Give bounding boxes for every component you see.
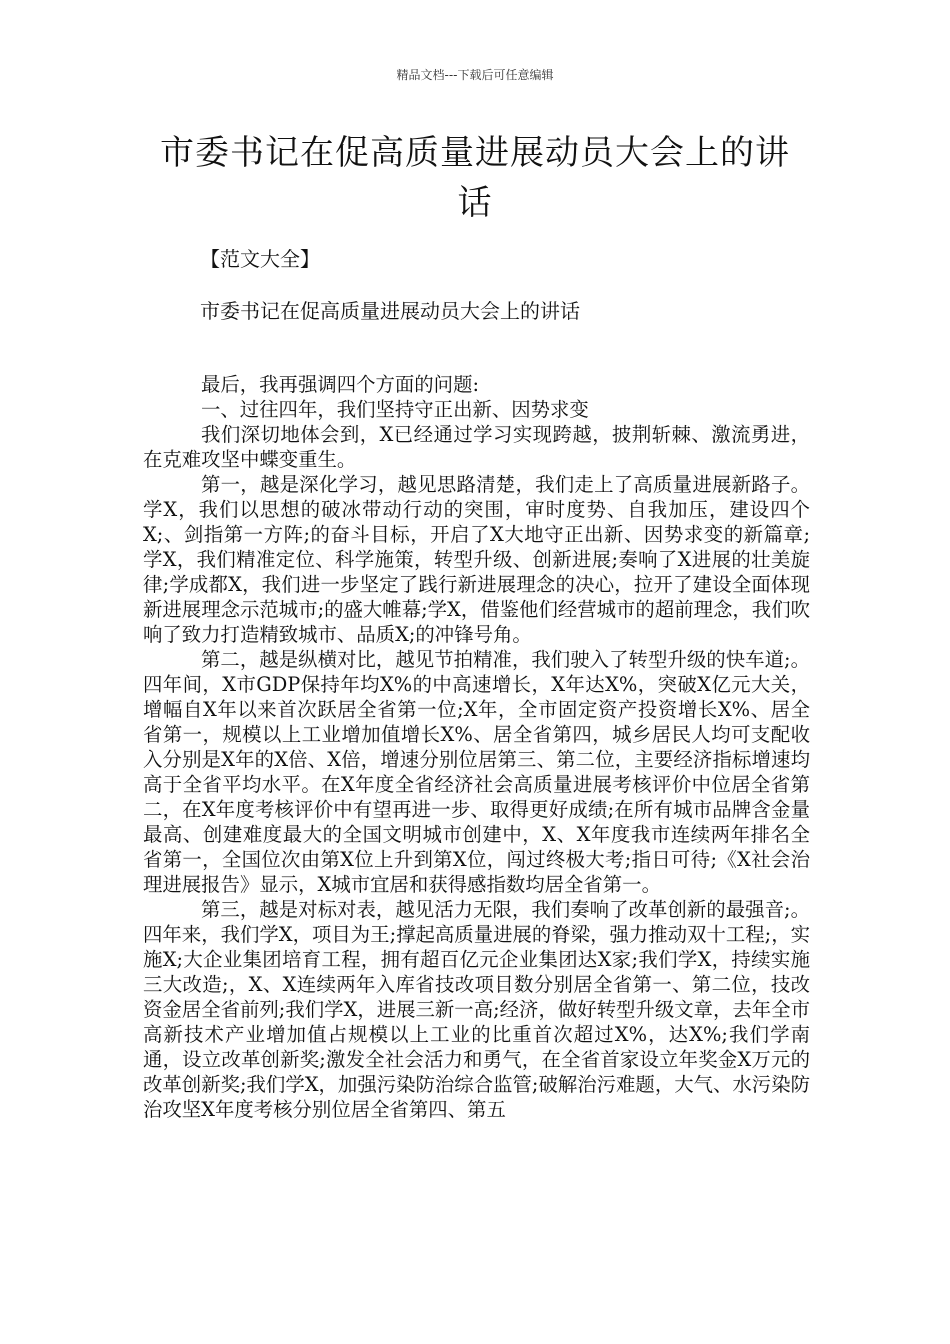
- document-body: [143, 372, 810, 1122]
- paragraph: 第三，越是对标对表，越见活力无限，我们奏响了改革创新的最强音;。四年来，我们学X，项目为王;撑起高质量进展的脊梁，强力推动双十工程;，实施X;大企业集团培育工程，拥有超百亿元企业集团达X家;我们学X，持续实施三大改造;，X、X连续两年入库省技改项目数分别居全省第一、第二位，技改资金居全省前列;我们学X，进展三新一高;经济，做好转型升级文章，去年全市高新技术产业增加值占规模以上工业的比重首次超过X%，达X%;我们学南通，设立改革创新奖;激发全社会活力和勇气，在全省首家设立年奖金X万元的改革创新奖;我们学X，加强污染防治综合监管;破解治污难题，大气、水污染防治攻坚X年度考核分别位居全省第四、第五: [143, 898, 810, 1121]
- header-note: 精品文档---下载后可任意编辑: [396, 68, 554, 82]
- document-subtitle: 市委书记在促高质量进展动员大会上的讲话: [200, 299, 580, 323]
- paragraph: 第一，越是深化学习，越见思路清楚，我们走上了高质量进展新路子。学X，我们以思想的破冰带动行动的突围，审时度势、自我加压，建设四个X;、剑指第一方阵;的奋斗目标，开启了X大地守正出新、因势求变的新篇章;学X，我们精准定位、科学施策，转型升级、创新进展;奏响了X进展的壮美旋律;学成都X，我们进一步坚定了践行新进展理念的决心，拉开了建设全面体现新进展理念示范城市;的盛大帷幕;学X，借鉴他们经营城市的超前理念，我们吹响了致力打造精致城市、品质X;的冲锋号角。: [143, 473, 810, 646]
- section-heading: 一、过往四年，我们坚持守正出新、因势求变: [201, 398, 589, 421]
- document-title: 市委书记在促高质量进展动员大会上的讲话: [160, 133, 790, 223]
- category-tag: 【范文大全】: [200, 247, 320, 271]
- paragraph: 我们深切地体会到，X已经通过学习实现跨越，披荆斩棘、激流勇进，在克难攻坚中蝶变重生。: [143, 423, 810, 471]
- paragraph: 第二，越是纵横对比，越见节拍精准，我们驶入了转型升级的快车道;。四年间，X市GDP保持年均X%的中高速增长，X年达X%，突破X亿元大关，增幅自X年以来首次跃居全省第一位;X年，全市固定资产投资增长X%、居全省第一，规模以上工业增加值增长X%、居全省第四，城乡居民人均可支配收入分别是X年的X倍、X倍，增速分别位居第三、第二位，主要经济指标增速均高于全省平均水平。在X年度全省经济社会高质量进展考核评价中位居全省第二，在X年度考核评价中有望再进一步、取得更好成绩;在所有城市品牌含金量最高、创建难度最大的全国文明城市创建中，X、X年度我市连续两年排名全省第一，全国位次由第X位上升到第X位，闯过终极大考;指日可待;《X社会治理进展报告》显示，X城市宜居和获得感指数均居全省第一。: [143, 648, 810, 896]
- paragraph-intro: 最后，我再强调四个方面的问题:: [201, 373, 480, 396]
